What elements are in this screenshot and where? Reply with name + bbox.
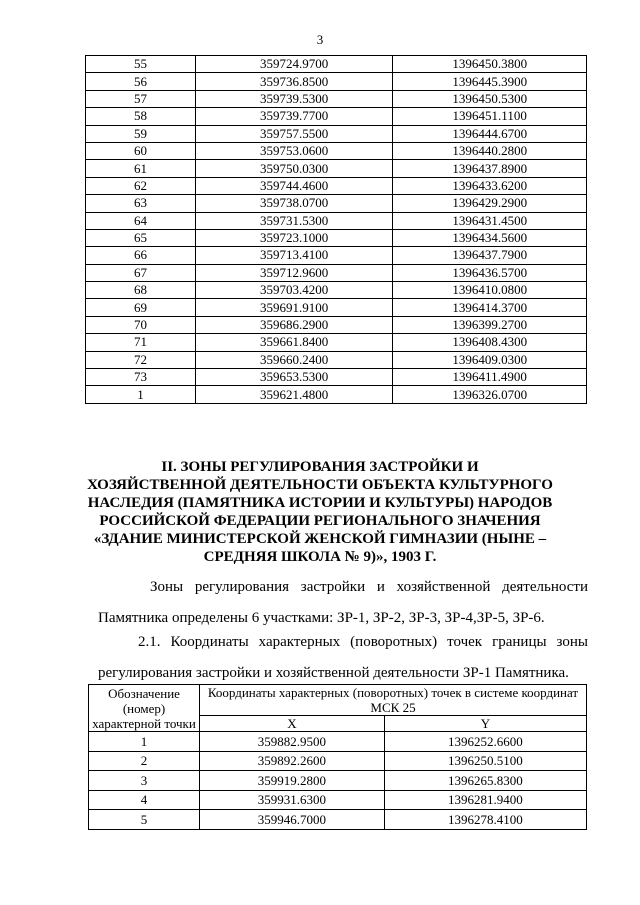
coordinate-x: 359882.9500 <box>200 732 385 752</box>
heading-line: НАСЛЕДИЯ (ПАМЯТНИКА ИСТОРИИ И КУЛЬТУРЫ) НАРОДОВ <box>87 495 553 511</box>
point-number: 71 <box>86 334 196 351</box>
coordinate-x: 359931.6300 <box>200 790 385 810</box>
coordinate-x: 359738.0700 <box>195 195 393 212</box>
table-row <box>86 369 587 386</box>
table-row <box>86 247 587 264</box>
coordinate-y: 1396436.5700 <box>393 264 587 281</box>
point-number: 61 <box>86 160 196 177</box>
coordinate-x: 359731.5300 <box>195 212 393 229</box>
heading-line: СРЕДНЯЯ ШКОЛА № 9)», 1903 Г. <box>203 549 437 565</box>
point-number: 65 <box>86 229 196 246</box>
coordinate-y: 1396326.0700 <box>393 386 587 403</box>
header-designation: Обозначение (номер) характерной точки <box>89 685 200 732</box>
paragraph-zone-zr1-coordinates: 2.1. Координаты характерных (поворотных) точек границы зоны регулирования застройки и хозяйственной деятельности ЗР-1 Памятника. <box>98 634 588 681</box>
page-number: 3 <box>316 32 324 47</box>
table-row <box>86 282 587 299</box>
table-row <box>86 299 587 316</box>
point-number: 4 <box>89 790 200 810</box>
coordinate-x: 359686.2900 <box>195 316 393 333</box>
table-row <box>89 732 587 752</box>
coordinate-x: 359757.5500 <box>195 125 393 142</box>
header-x: X <box>200 716 385 732</box>
table-row <box>86 195 587 212</box>
header-y: Y <box>384 716 586 732</box>
coordinate-x: 359703.4200 <box>195 282 393 299</box>
coordinate-y: 1396440.2800 <box>393 142 587 159</box>
coordinate-x: 359691.9100 <box>195 299 393 316</box>
coordinate-x: 359750.0300 <box>195 160 393 177</box>
coordinate-x: 359744.4600 <box>195 177 393 194</box>
point-number: 70 <box>86 316 196 333</box>
coordinate-y: 1396437.8900 <box>393 160 587 177</box>
header-coordinates: Координаты характерных (поворотных) точек в системе координат МСК 25 <box>200 685 587 716</box>
coordinate-x: 359723.1000 <box>195 229 393 246</box>
coordinate-x: 359621.4800 <box>195 386 393 403</box>
coordinate-y: 1396451.1100 <box>393 108 587 125</box>
coordinate-x: 359712.9600 <box>195 264 393 281</box>
point-number: 59 <box>86 125 196 142</box>
coordinate-y: 1396411.4900 <box>393 369 587 386</box>
coordinate-y: 1396450.3800 <box>393 56 587 73</box>
point-number: 57 <box>86 90 196 107</box>
coordinate-y: 1396399.2700 <box>393 316 587 333</box>
coordinate-y: 1396278.4100 <box>384 810 586 830</box>
coordinate-y: 1396250.5100 <box>384 751 586 771</box>
point-number: 5 <box>89 810 200 830</box>
coordinate-x: 359736.8500 <box>195 73 393 90</box>
coordinate-x: 359660.2400 <box>195 351 393 368</box>
point-number: 72 <box>86 351 196 368</box>
point-number: 67 <box>86 264 196 281</box>
coordinate-y: 1396444.6700 <box>393 125 587 142</box>
table-row <box>86 108 587 125</box>
point-number: 60 <box>86 142 196 159</box>
coordinate-y: 1396433.6200 <box>393 177 587 194</box>
coordinate-x: 359919.2800 <box>200 771 385 791</box>
table-row <box>86 125 587 142</box>
coordinates-table-continued <box>85 55 587 404</box>
table-row <box>86 229 587 246</box>
table-row <box>86 264 587 281</box>
table-row <box>86 73 587 90</box>
coordinate-y: 1396450.5300 <box>393 90 587 107</box>
coordinate-x: 359753.0600 <box>195 142 393 159</box>
table-row <box>86 56 587 73</box>
table-row <box>86 177 587 194</box>
table-row <box>86 212 587 229</box>
coordinate-x: 359739.5300 <box>195 90 393 107</box>
table-row <box>89 790 587 810</box>
point-number: 62 <box>86 177 196 194</box>
coordinate-y: 1396252.6600 <box>384 732 586 752</box>
paragraph-zones-intro: Зоны регулирования застройки и хозяйственной деятельности Памятника определены 6 участками: ЗР-1, ЗР-2, ЗР-3, ЗР-4,ЗР-5, ЗР-6. <box>98 579 588 626</box>
table-row <box>89 771 587 791</box>
table-row <box>86 351 587 368</box>
table-row <box>86 142 587 159</box>
point-number: 69 <box>86 299 196 316</box>
coordinate-x: 359661.8400 <box>195 334 393 351</box>
table-row <box>89 810 587 830</box>
point-number: 64 <box>86 212 196 229</box>
coordinate-y: 1396437.7900 <box>393 247 587 264</box>
point-number: 56 <box>86 73 196 90</box>
heading-line: РОССИЙСКОЙ ФЕДЕРАЦИИ РЕГИОНАЛЬНОГО ЗНАЧЕНИЯ <box>99 513 541 529</box>
point-number: 68 <box>86 282 196 299</box>
point-number: 55 <box>86 56 196 73</box>
table-row <box>86 386 587 403</box>
table-row <box>89 751 587 771</box>
coordinate-y: 1396408.4300 <box>393 334 587 351</box>
point-number: 66 <box>86 247 196 264</box>
coordinate-y: 1396410.0800 <box>393 282 587 299</box>
coordinate-y: 1396265.8300 <box>384 771 586 791</box>
coordinate-y: 1396281.9400 <box>384 790 586 810</box>
coordinate-y: 1396409.0300 <box>393 351 587 368</box>
coordinate-y: 1396429.2900 <box>393 195 587 212</box>
coordinate-y: 1396414.3700 <box>393 299 587 316</box>
coordinates-table-zr1 <box>88 684 587 830</box>
point-number: 3 <box>89 771 200 791</box>
coordinate-y: 1396431.4500 <box>393 212 587 229</box>
table-row <box>86 90 587 107</box>
coordinate-x: 359724.9700 <box>195 56 393 73</box>
coordinate-y: 1396445.3900 <box>393 73 587 90</box>
table-row <box>86 334 587 351</box>
coordinate-x: 359713.4100 <box>195 247 393 264</box>
point-number: 1 <box>86 386 196 403</box>
coordinate-x: 359739.7700 <box>195 108 393 125</box>
heading-line: ХОЗЯЙСТВЕННОЙ ДЕЯТЕЛЬНОСТИ ОБЪЕКТА КУЛЬТУРНОГО <box>87 477 553 493</box>
point-number: 1 <box>89 732 200 752</box>
point-number: 58 <box>86 108 196 125</box>
point-number: 2 <box>89 751 200 771</box>
heading-line: II. ЗОНЫ РЕГУЛИРОВАНИЯ ЗАСТРОЙКИ И <box>161 459 479 475</box>
coordinate-x: 359892.2600 <box>200 751 385 771</box>
section-heading <box>60 458 580 566</box>
heading-line: «ЗДАНИЕ МИНИСТЕРСКОЙ ЖЕНСКОЙ ГИМНАЗИИ (НЫНЕ – <box>93 531 547 547</box>
coordinate-y: 1396434.5600 <box>393 229 587 246</box>
coordinate-x: 359946.7000 <box>200 810 385 830</box>
point-number: 73 <box>86 369 196 386</box>
coordinate-x: 359653.5300 <box>195 369 393 386</box>
table-row <box>86 316 587 333</box>
point-number: 63 <box>86 195 196 212</box>
table-row <box>86 160 587 177</box>
